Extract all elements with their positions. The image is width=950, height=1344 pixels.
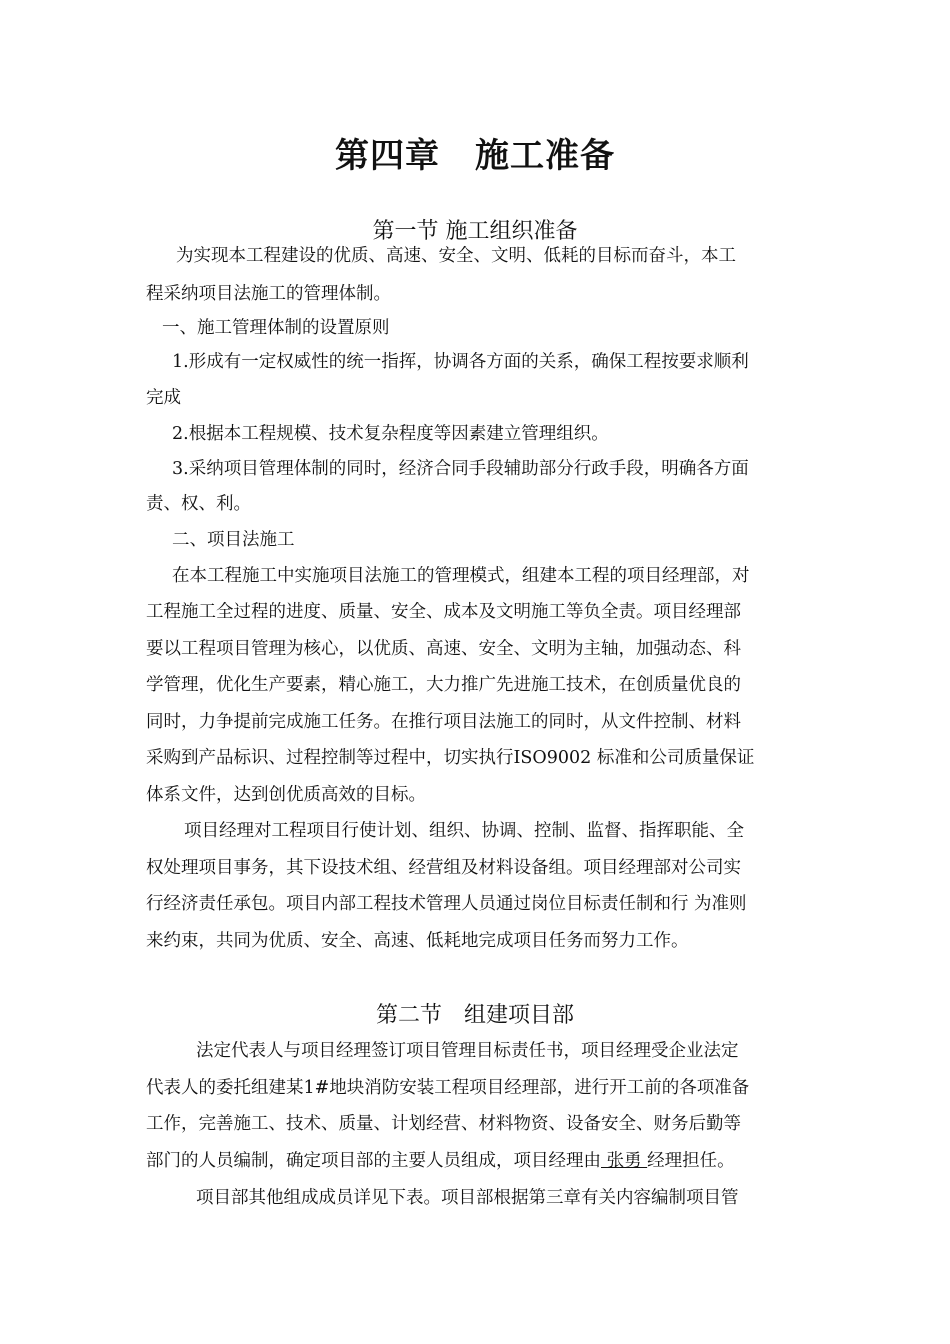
intro-line-1: 为实现本工程建设的优质、高速、安全、文明、低耗的目标而奋斗，本工 — [176, 246, 736, 266]
para1-line-3: 要以工程项目管理为核心，以优质、高速、安全、文明为主轴，加强动态、科 — [146, 639, 741, 659]
section2-para1-line-1: 法定代表人与项目经理签订项目管理目标责任书，项目经理受企业法定 — [196, 1041, 739, 1061]
item3-line-1: 3.采纳项目管理体制的同时，经济合同手段辅助部分行政手段，明确各方面 — [172, 459, 749, 479]
heading-project-method: 二、项目法施工 — [172, 530, 295, 550]
para1-line-7: 体系文件，达到创优质高效的目标。 — [146, 785, 426, 805]
line4-prefix: 部门的人员编制，确定项目部的主要人员组成，项目经理由 — [146, 1151, 601, 1171]
chapter-title: 第四章 施工准备 — [335, 136, 615, 176]
para2-line-2: 权处理项目事务，其下设技术组、经营组及材料设备组。项目经理部对公司实 — [146, 858, 741, 878]
project-manager-name: 张勇 — [601, 1151, 648, 1171]
section-title-2: 第二节 组建项目部 — [375, 1003, 574, 1028]
para1-line-1: 在本工程施工中实施项目法施工的管理模式，组建本工程的项目经理部，对 — [172, 566, 750, 586]
section2-para1-line-4 — [146, 1149, 812, 1173]
para1-line-5: 同时，力争提前完成施工任务。在推行项目法施工的同时，从文件控制、材料 — [146, 712, 741, 732]
para2-line-4: 来约束，共同为优质、安全、高速、低耗地完成项目任务而努力工作。 — [146, 931, 689, 951]
item3-line-2: 责、权、利。 — [146, 494, 251, 514]
para1-line-6: 采购到产品标识、过程控制等过程中，切实执行ISO9002 标准和公司质量保证 — [146, 748, 755, 768]
line4-suffix: 经理担任。 — [647, 1151, 735, 1171]
section2-para2-line-1: 项目部其他组成成员详见下表。项目部根据第三章有关内容编制项目管 — [196, 1188, 739, 1208]
para2-line-3: 行经济责任承包。项目内部工程技术管理人员通过岗位目标责任制和行 为准则 — [146, 894, 747, 914]
section2-para1-line-2: 代表人的委托组建某1#地块消防安装工程项目经理部，进行开工前的各项准备 — [146, 1078, 750, 1098]
item2-line: 2.根据本工程规模、技术复杂程度等因素建立管理组织。 — [172, 424, 609, 444]
item1-line-1: 1.形成有一定权威性的统一指挥，协调各方面的关系，确保工程按要求顺利 — [172, 352, 749, 372]
intro-line-2: 程采纳项目法施工的管理体制。 — [146, 284, 391, 304]
para2-line-1: 项目经理对工程项目行使计划、组织、协调、控制、监督、指挥职能、全 — [184, 821, 744, 841]
para1-line-2: 工程施工全过程的进度、质量、安全、成本及文明施工等负全责。项目经理部 — [146, 602, 741, 622]
section-title-1: 第一节 施工组织准备 — [372, 219, 578, 244]
para1-line-4: 学管理，优化生产要素，精心施工，大力推广先进施工技术，在创质量优良的 — [146, 675, 741, 695]
section2-para1-line-3: 工作，完善施工、技术、质量、计划经营、材料物资、设备安全、财务后勤等 — [146, 1114, 741, 1134]
item1-line-2: 完成 — [146, 388, 181, 408]
heading-management-principles: 一、施工管理体制的设置原则 — [162, 318, 390, 338]
